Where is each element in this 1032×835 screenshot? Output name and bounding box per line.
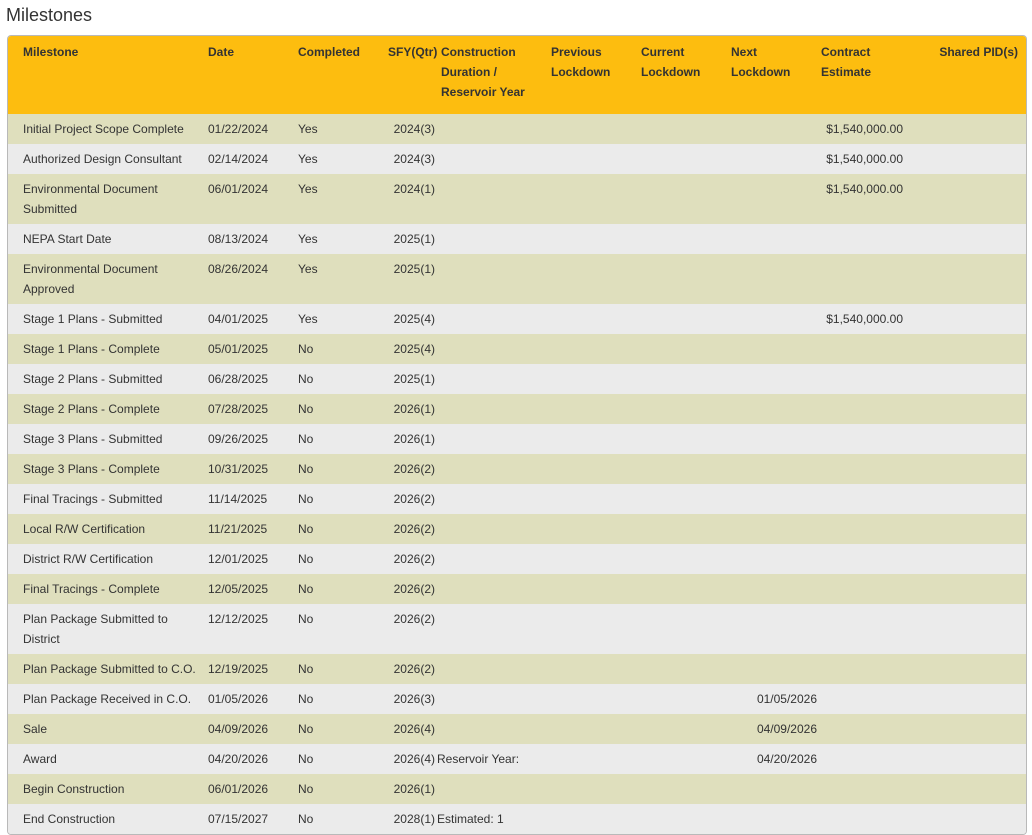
cell-construction-duration	[437, 334, 547, 364]
cell-current-lockdown	[637, 174, 727, 224]
table-row	[8, 454, 1027, 484]
cell-current-lockdown	[637, 394, 727, 424]
cell-contract-estimate	[817, 684, 907, 714]
cell-completed: Yes	[294, 224, 384, 254]
cell-sfy-qtr: 2025(1)	[384, 254, 437, 304]
cell-next-lockdown: 04/09/2026	[727, 714, 817, 744]
cell-date: 08/26/2024	[204, 254, 294, 304]
table-row	[8, 304, 1027, 334]
cell-milestone: End Construction	[8, 804, 204, 834]
table-row	[8, 574, 1027, 604]
table-row	[8, 514, 1027, 544]
cell-shared-pids	[907, 454, 1027, 484]
header-contract-estimate[interactable]: Contract Estimate	[817, 36, 907, 114]
cell-date: 04/20/2026	[204, 744, 294, 774]
cell-milestone: Stage 1 Plans - Submitted	[8, 304, 204, 334]
cell-contract-estimate	[817, 774, 907, 804]
cell-completed: No	[294, 484, 384, 514]
cell-next-lockdown	[727, 224, 817, 254]
cell-next-lockdown	[727, 804, 817, 834]
cell-construction-duration	[437, 654, 547, 684]
cell-completed: No	[294, 544, 384, 574]
cell-sfy-qtr: 2026(2)	[384, 514, 437, 544]
cell-previous-lockdown	[547, 514, 637, 544]
cell-current-lockdown	[637, 144, 727, 174]
table-row	[8, 484, 1027, 514]
cell-next-lockdown	[727, 454, 817, 484]
cell-milestone: Begin Construction	[8, 774, 204, 804]
cell-milestone: Authorized Design Consultant	[8, 144, 204, 174]
cell-milestone: Plan Package Submitted to C.O.	[8, 654, 204, 684]
cell-construction-duration	[437, 174, 547, 224]
cell-current-lockdown	[637, 454, 727, 484]
cell-date: 05/01/2025	[204, 334, 294, 364]
cell-shared-pids	[907, 714, 1027, 744]
milestones-table	[8, 36, 1027, 834]
header-current-lockdown[interactable]: Current Lockdown	[637, 36, 727, 114]
cell-date: 06/01/2026	[204, 774, 294, 804]
cell-current-lockdown	[637, 304, 727, 334]
cell-previous-lockdown	[547, 604, 637, 654]
cell-previous-lockdown	[547, 254, 637, 304]
table-row	[8, 714, 1027, 744]
cell-current-lockdown	[637, 714, 727, 744]
cell-completed: No	[294, 454, 384, 484]
cell-construction-duration	[437, 484, 547, 514]
cell-sfy-qtr: 2026(1)	[384, 424, 437, 454]
cell-milestone: Initial Project Scope Complete	[8, 114, 204, 144]
cell-next-lockdown	[727, 774, 817, 804]
cell-next-lockdown	[727, 544, 817, 574]
cell-next-lockdown	[727, 114, 817, 144]
cell-previous-lockdown	[547, 144, 637, 174]
cell-contract-estimate	[817, 654, 907, 684]
cell-shared-pids	[907, 424, 1027, 454]
cell-shared-pids	[907, 774, 1027, 804]
cell-sfy-qtr: 2026(4)	[384, 714, 437, 744]
cell-contract-estimate	[817, 604, 907, 654]
cell-completed: No	[294, 514, 384, 544]
cell-sfy-qtr: 2025(4)	[384, 334, 437, 364]
header-completed[interactable]: Completed	[294, 36, 384, 114]
cell-shared-pids	[907, 514, 1027, 544]
cell-current-lockdown	[637, 604, 727, 654]
cell-current-lockdown	[637, 744, 727, 774]
cell-milestone: Sale	[8, 714, 204, 744]
cell-sfy-qtr: 2026(4)	[384, 744, 437, 774]
cell-previous-lockdown	[547, 304, 637, 334]
cell-milestone: Environmental Document Approved	[8, 254, 204, 304]
cell-date: 07/28/2025	[204, 394, 294, 424]
header-previous-lockdown[interactable]: Previous Lockdown	[547, 36, 637, 114]
cell-contract-estimate: $1,540,000.00	[817, 114, 907, 144]
cell-current-lockdown	[637, 114, 727, 144]
cell-completed: Yes	[294, 304, 384, 334]
cell-current-lockdown	[637, 484, 727, 514]
cell-previous-lockdown	[547, 114, 637, 144]
cell-construction-duration	[437, 424, 547, 454]
cell-date: 12/19/2025	[204, 654, 294, 684]
cell-contract-estimate	[817, 714, 907, 744]
cell-construction-duration: Reservoir Year:	[437, 744, 547, 774]
cell-date: 10/31/2025	[204, 454, 294, 484]
cell-shared-pids	[907, 804, 1027, 834]
cell-construction-duration	[437, 684, 547, 714]
cell-previous-lockdown	[547, 394, 637, 424]
cell-shared-pids	[907, 174, 1027, 224]
cell-completed: Yes	[294, 254, 384, 304]
cell-shared-pids	[907, 484, 1027, 514]
cell-current-lockdown	[637, 684, 727, 714]
cell-current-lockdown	[637, 254, 727, 304]
cell-completed: No	[294, 424, 384, 454]
header-date[interactable]: Date	[204, 36, 294, 114]
table-row	[8, 774, 1027, 804]
cell-shared-pids	[907, 394, 1027, 424]
cell-completed: No	[294, 804, 384, 834]
cell-contract-estimate	[817, 424, 907, 454]
cell-next-lockdown	[727, 604, 817, 654]
cell-milestone: Stage 3 Plans - Complete	[8, 454, 204, 484]
cell-previous-lockdown	[547, 744, 637, 774]
table-row	[8, 804, 1027, 834]
cell-previous-lockdown	[547, 654, 637, 684]
table-row	[8, 334, 1027, 364]
cell-milestone: Stage 3 Plans - Submitted	[8, 424, 204, 454]
cell-completed: Yes	[294, 114, 384, 144]
cell-shared-pids	[907, 144, 1027, 174]
cell-current-lockdown	[637, 544, 727, 574]
cell-date: 04/01/2025	[204, 304, 294, 334]
cell-date: 08/13/2024	[204, 224, 294, 254]
cell-milestone: Environmental Document Submitted	[8, 174, 204, 224]
table-row	[8, 394, 1027, 424]
table-row	[8, 224, 1027, 254]
cell-date: 02/14/2024	[204, 144, 294, 174]
cell-construction-duration	[437, 604, 547, 654]
cell-shared-pids	[907, 574, 1027, 604]
cell-date: 12/12/2025	[204, 604, 294, 654]
cell-sfy-qtr: 2024(1)	[384, 174, 437, 224]
cell-milestone: Stage 2 Plans - Submitted	[8, 364, 204, 394]
cell-contract-estimate	[817, 224, 907, 254]
cell-previous-lockdown	[547, 544, 637, 574]
cell-date: 06/28/2025	[204, 364, 294, 394]
cell-completed: No	[294, 604, 384, 654]
cell-next-lockdown	[727, 144, 817, 174]
header-duration[interactable]: Construction Duration / Reservoir Year	[437, 36, 547, 114]
cell-construction-duration	[437, 544, 547, 574]
cell-construction-duration	[437, 454, 547, 484]
cell-shared-pids	[907, 114, 1027, 144]
cell-milestone: Final Tracings - Submitted	[8, 484, 204, 514]
cell-next-lockdown	[727, 574, 817, 604]
cell-milestone: Stage 2 Plans - Complete	[8, 394, 204, 424]
cell-construction-duration	[437, 394, 547, 424]
cell-next-lockdown	[727, 364, 817, 394]
cell-previous-lockdown	[547, 714, 637, 744]
cell-sfy-qtr: 2025(1)	[384, 364, 437, 394]
cell-previous-lockdown	[547, 574, 637, 604]
cell-previous-lockdown	[547, 454, 637, 484]
cell-completed: No	[294, 334, 384, 364]
cell-contract-estimate	[817, 514, 907, 544]
cell-previous-lockdown	[547, 424, 637, 454]
cell-completed: No	[294, 684, 384, 714]
cell-construction-duration	[437, 224, 547, 254]
cell-current-lockdown	[637, 804, 727, 834]
cell-contract-estimate	[817, 394, 907, 424]
cell-previous-lockdown	[547, 684, 637, 714]
header-sfy[interactable]: SFY(Qtr)	[384, 36, 437, 114]
table-row	[8, 254, 1027, 304]
cell-current-lockdown	[637, 424, 727, 454]
table-body	[8, 114, 1027, 834]
cell-current-lockdown	[637, 654, 727, 684]
cell-contract-estimate: $1,540,000.00	[817, 144, 907, 174]
cell-shared-pids	[907, 744, 1027, 774]
cell-construction-duration	[437, 574, 547, 604]
cell-previous-lockdown	[547, 334, 637, 364]
milestones-table-container	[7, 35, 1027, 835]
cell-sfy-qtr: 2026(2)	[384, 654, 437, 684]
cell-construction-duration	[437, 774, 547, 804]
cell-shared-pids	[907, 304, 1027, 334]
cell-milestone: Stage 1 Plans - Complete	[8, 334, 204, 364]
cell-milestone: Local R/W Certification	[8, 514, 204, 544]
table-row	[8, 654, 1027, 684]
cell-next-lockdown	[727, 334, 817, 364]
cell-next-lockdown	[727, 394, 817, 424]
cell-milestone: NEPA Start Date	[8, 224, 204, 254]
cell-sfy-qtr: 2026(2)	[384, 604, 437, 654]
cell-previous-lockdown	[547, 174, 637, 224]
table-row	[8, 744, 1027, 774]
cell-contract-estimate	[817, 254, 907, 304]
cell-date: 01/22/2024	[204, 114, 294, 144]
cell-contract-estimate	[817, 334, 907, 364]
cell-date: 11/21/2025	[204, 514, 294, 544]
cell-contract-estimate	[817, 744, 907, 774]
cell-sfy-qtr: 2024(3)	[384, 114, 437, 144]
cell-previous-lockdown	[547, 804, 637, 834]
cell-next-lockdown	[727, 304, 817, 334]
cell-construction-duration	[437, 144, 547, 174]
cell-shared-pids	[907, 604, 1027, 654]
cell-next-lockdown	[727, 654, 817, 684]
table-row	[8, 684, 1027, 714]
cell-sfy-qtr: 2026(2)	[384, 454, 437, 484]
cell-current-lockdown	[637, 574, 727, 604]
cell-contract-estimate	[817, 574, 907, 604]
cell-completed: No	[294, 744, 384, 774]
cell-current-lockdown	[637, 774, 727, 804]
cell-current-lockdown	[637, 224, 727, 254]
header-shared-pids[interactable]: Shared PID(s)	[907, 36, 1027, 114]
cell-completed: No	[294, 574, 384, 604]
cell-previous-lockdown	[547, 484, 637, 514]
table-row	[8, 604, 1027, 654]
cell-completed: No	[294, 394, 384, 424]
cell-contract-estimate	[817, 454, 907, 484]
cell-next-lockdown	[727, 424, 817, 454]
table-row	[8, 424, 1027, 454]
cell-date: 06/01/2024	[204, 174, 294, 224]
cell-contract-estimate	[817, 804, 907, 834]
cell-previous-lockdown	[547, 774, 637, 804]
cell-sfy-qtr: 2026(1)	[384, 774, 437, 804]
cell-date: 07/15/2027	[204, 804, 294, 834]
cell-contract-estimate: $1,540,000.00	[817, 174, 907, 224]
cell-milestone: Award	[8, 744, 204, 774]
cell-current-lockdown	[637, 364, 727, 394]
cell-sfy-qtr: 2026(3)	[384, 684, 437, 714]
cell-completed: No	[294, 364, 384, 394]
cell-milestone: Final Tracings - Complete	[8, 574, 204, 604]
cell-completed: No	[294, 714, 384, 744]
cell-sfy-qtr: 2025(4)	[384, 304, 437, 334]
cell-shared-pids	[907, 254, 1027, 304]
cell-contract-estimate: $1,540,000.00	[817, 304, 907, 334]
table-row	[8, 114, 1027, 144]
header-next-lockdown[interactable]: Next Lockdown	[727, 36, 817, 114]
cell-construction-duration: Estimated: 1	[437, 804, 547, 834]
cell-date: 11/14/2025	[204, 484, 294, 514]
cell-sfy-qtr: 2024(3)	[384, 144, 437, 174]
section-title: Milestones	[6, 5, 93, 25]
cell-completed: Yes	[294, 144, 384, 174]
cell-sfy-qtr: 2028(1)	[384, 804, 437, 834]
cell-construction-duration	[437, 114, 547, 144]
header-milestone[interactable]: Milestone	[8, 36, 204, 114]
table-row	[8, 544, 1027, 574]
cell-construction-duration	[437, 514, 547, 544]
cell-contract-estimate	[817, 544, 907, 574]
cell-construction-duration	[437, 254, 547, 304]
cell-date: 04/09/2026	[204, 714, 294, 744]
cell-shared-pids	[907, 364, 1027, 394]
cell-completed: Yes	[294, 174, 384, 224]
cell-shared-pids	[907, 654, 1027, 684]
cell-next-lockdown	[727, 514, 817, 544]
cell-milestone: Plan Package Submitted to District	[8, 604, 204, 654]
table-row	[8, 144, 1027, 174]
cell-completed: No	[294, 654, 384, 684]
cell-date: 09/26/2025	[204, 424, 294, 454]
cell-sfy-qtr: 2026(2)	[384, 574, 437, 604]
cell-date: 01/05/2026	[204, 684, 294, 714]
cell-construction-duration	[437, 364, 547, 394]
cell-next-lockdown	[727, 254, 817, 304]
cell-shared-pids	[907, 224, 1027, 254]
cell-shared-pids	[907, 684, 1027, 714]
table-row	[8, 364, 1027, 394]
cell-shared-pids	[907, 544, 1027, 574]
cell-sfy-qtr: 2026(2)	[384, 544, 437, 574]
cell-construction-duration	[437, 714, 547, 744]
cell-date: 12/05/2025	[204, 574, 294, 604]
cell-sfy-qtr: 2025(1)	[384, 224, 437, 254]
table-header-row	[8, 36, 1027, 114]
cell-current-lockdown	[637, 334, 727, 364]
cell-date: 12/01/2025	[204, 544, 294, 574]
cell-sfy-qtr: 2026(2)	[384, 484, 437, 514]
cell-next-lockdown: 04/20/2026	[727, 744, 817, 774]
cell-sfy-qtr: 2026(1)	[384, 394, 437, 424]
cell-next-lockdown	[727, 174, 817, 224]
cell-next-lockdown: 01/05/2026	[727, 684, 817, 714]
cell-completed: No	[294, 774, 384, 804]
cell-contract-estimate	[817, 364, 907, 394]
cell-previous-lockdown	[547, 224, 637, 254]
cell-milestone: District R/W Certification	[8, 544, 204, 574]
cell-current-lockdown	[637, 514, 727, 544]
cell-construction-duration	[437, 304, 547, 334]
table-row	[8, 174, 1027, 224]
cell-next-lockdown	[727, 484, 817, 514]
cell-contract-estimate	[817, 484, 907, 514]
cell-previous-lockdown	[547, 364, 637, 394]
cell-shared-pids	[907, 334, 1027, 364]
cell-milestone: Plan Package Received in C.O.	[8, 684, 204, 714]
